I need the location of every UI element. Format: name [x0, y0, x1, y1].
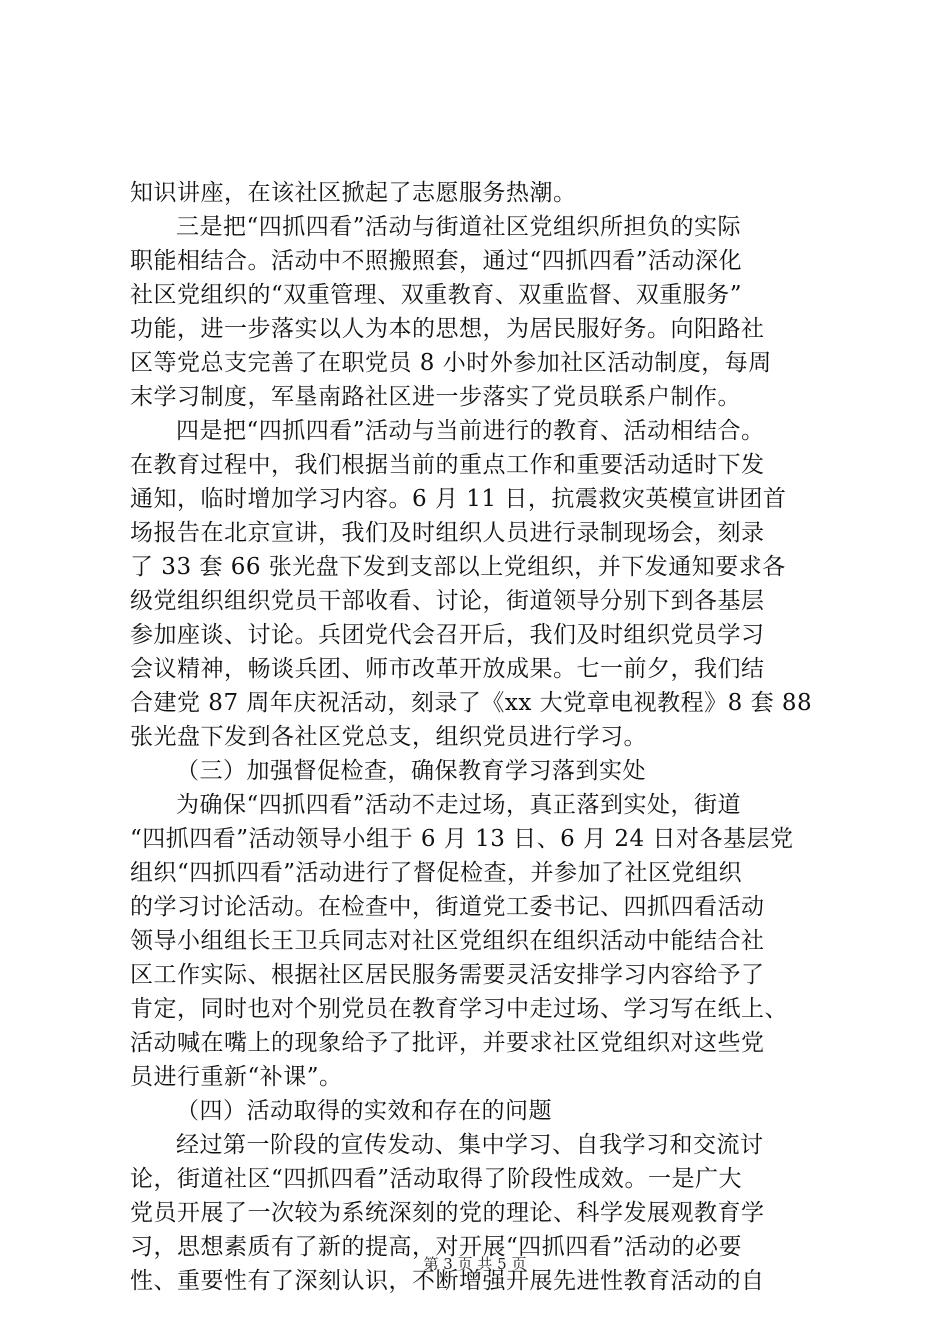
text-line: 了 33 套 66 张光盘下发到支部以上党组织，并下发通知要求各: [130, 554, 786, 580]
text-line: 区等党总支完善了在职党员 8 小时外参加社区活动制度，每周: [130, 350, 772, 376]
text-line: 三是把“四抓四看”活动与街道社区党组织所担负的实际: [176, 214, 742, 240]
text-line: 知识讲座，在该社区掀起了志愿服务热潮。: [130, 180, 577, 206]
text-line: 党员开展了一次较为系统深刻的党的理论、科学发展观教育学: [130, 1200, 765, 1226]
page-footer: 第 3 页 共 5 页: [423, 1255, 527, 1273]
text-line: 习，思想素质有了新的提高，对开展“四抓四看”活动的必要: [130, 1234, 743, 1260]
text-line: 为确保“四抓四看”活动不走过场，真正落到实处，街道: [176, 792, 742, 818]
text-line: 领导小组组长王卫兵同志对社区党组织在组织活动中能结合社: [130, 928, 765, 954]
text-line: 级党组织组织党员干部收看、讨论，街道领导分别下到各基层: [130, 588, 765, 614]
text-line: 参加座谈、讨论。兵团党代会召开后，我们及时组织党员学习: [130, 622, 765, 648]
text-line: 肯定，同时也对个别党员在教育学习中走过场、学习写在纸上、: [130, 996, 788, 1022]
text-line: “四抓四看”活动领导小组于 6 月 13 日、6 月 24 日对各基层党: [130, 826, 794, 852]
document-body: [130, 176, 830, 1298]
text-line: 会议精神，畅谈兵团、师市改革开放成果。七一前夕，我们结: [130, 656, 765, 682]
text-line: 论，街道社区“四抓四看”活动取得了阶段性成效。一是广大: [130, 1166, 743, 1192]
text-line: 末学习制度，军垦南路社区进一步落实了党员联系户制作。: [130, 384, 741, 410]
text-line: 社区党组织的“双重管理、双重教育、双重监督、双重服务”: [130, 282, 743, 308]
text-line: （三）加强督促检查，确保教育学习落到实处: [176, 758, 646, 784]
text-line: 组织“四抓四看”活动进行了督促检查，并参加了社区党组织: [130, 860, 743, 886]
text-line: 通知，临时增加学习内容。6 月 11 日，抗震救灾英模宣讲团首: [130, 486, 787, 512]
text-line: 区工作实际、根据社区居民服务需要灵活安排学习内容给予了: [130, 962, 765, 988]
text-line: 功能，进一步落实以人为本的思想，为居民服好务。向阳路社: [130, 316, 765, 342]
text-line: 四是把“四抓四看”活动与当前进行的教育、活动相结合。: [176, 418, 765, 444]
text-line: 场报告在北京宣讲，我们及时组织人员进行录制现场会，刻录: [130, 520, 765, 546]
text-line: 在教育过程中，我们根据当前的重点工作和重要活动适时下发: [130, 452, 765, 478]
text-line: 合建党 87 周年庆祝活动，刻录了《xx 大党章电视教程》8 套 88: [130, 690, 813, 716]
text-line: 性、重要性有了深刻认识，不断增强开展先进性教育活动的自: [130, 1268, 765, 1294]
text-line: 活动喊在嘴上的现象给予了批评，并要求社区党组织对这些党: [130, 1030, 765, 1056]
text-line: （四）活动取得的实效和存在的问题: [176, 1098, 552, 1124]
text-line: 员进行重新“补课”。: [130, 1064, 343, 1090]
text-line: 张光盘下发到各社区党总支，组织党员进行学习。: [130, 724, 647, 750]
text-line: 经过第一阶段的宣传发动、集中学习、自我学习和交流讨: [176, 1132, 764, 1158]
text-line: 的学习讨论活动。在检查中，街道党工委书记、四抓四看活动: [130, 894, 765, 920]
text-line: 职能相结合。活动中不照搬照套，通过“四抓四看”活动深化: [130, 248, 743, 274]
